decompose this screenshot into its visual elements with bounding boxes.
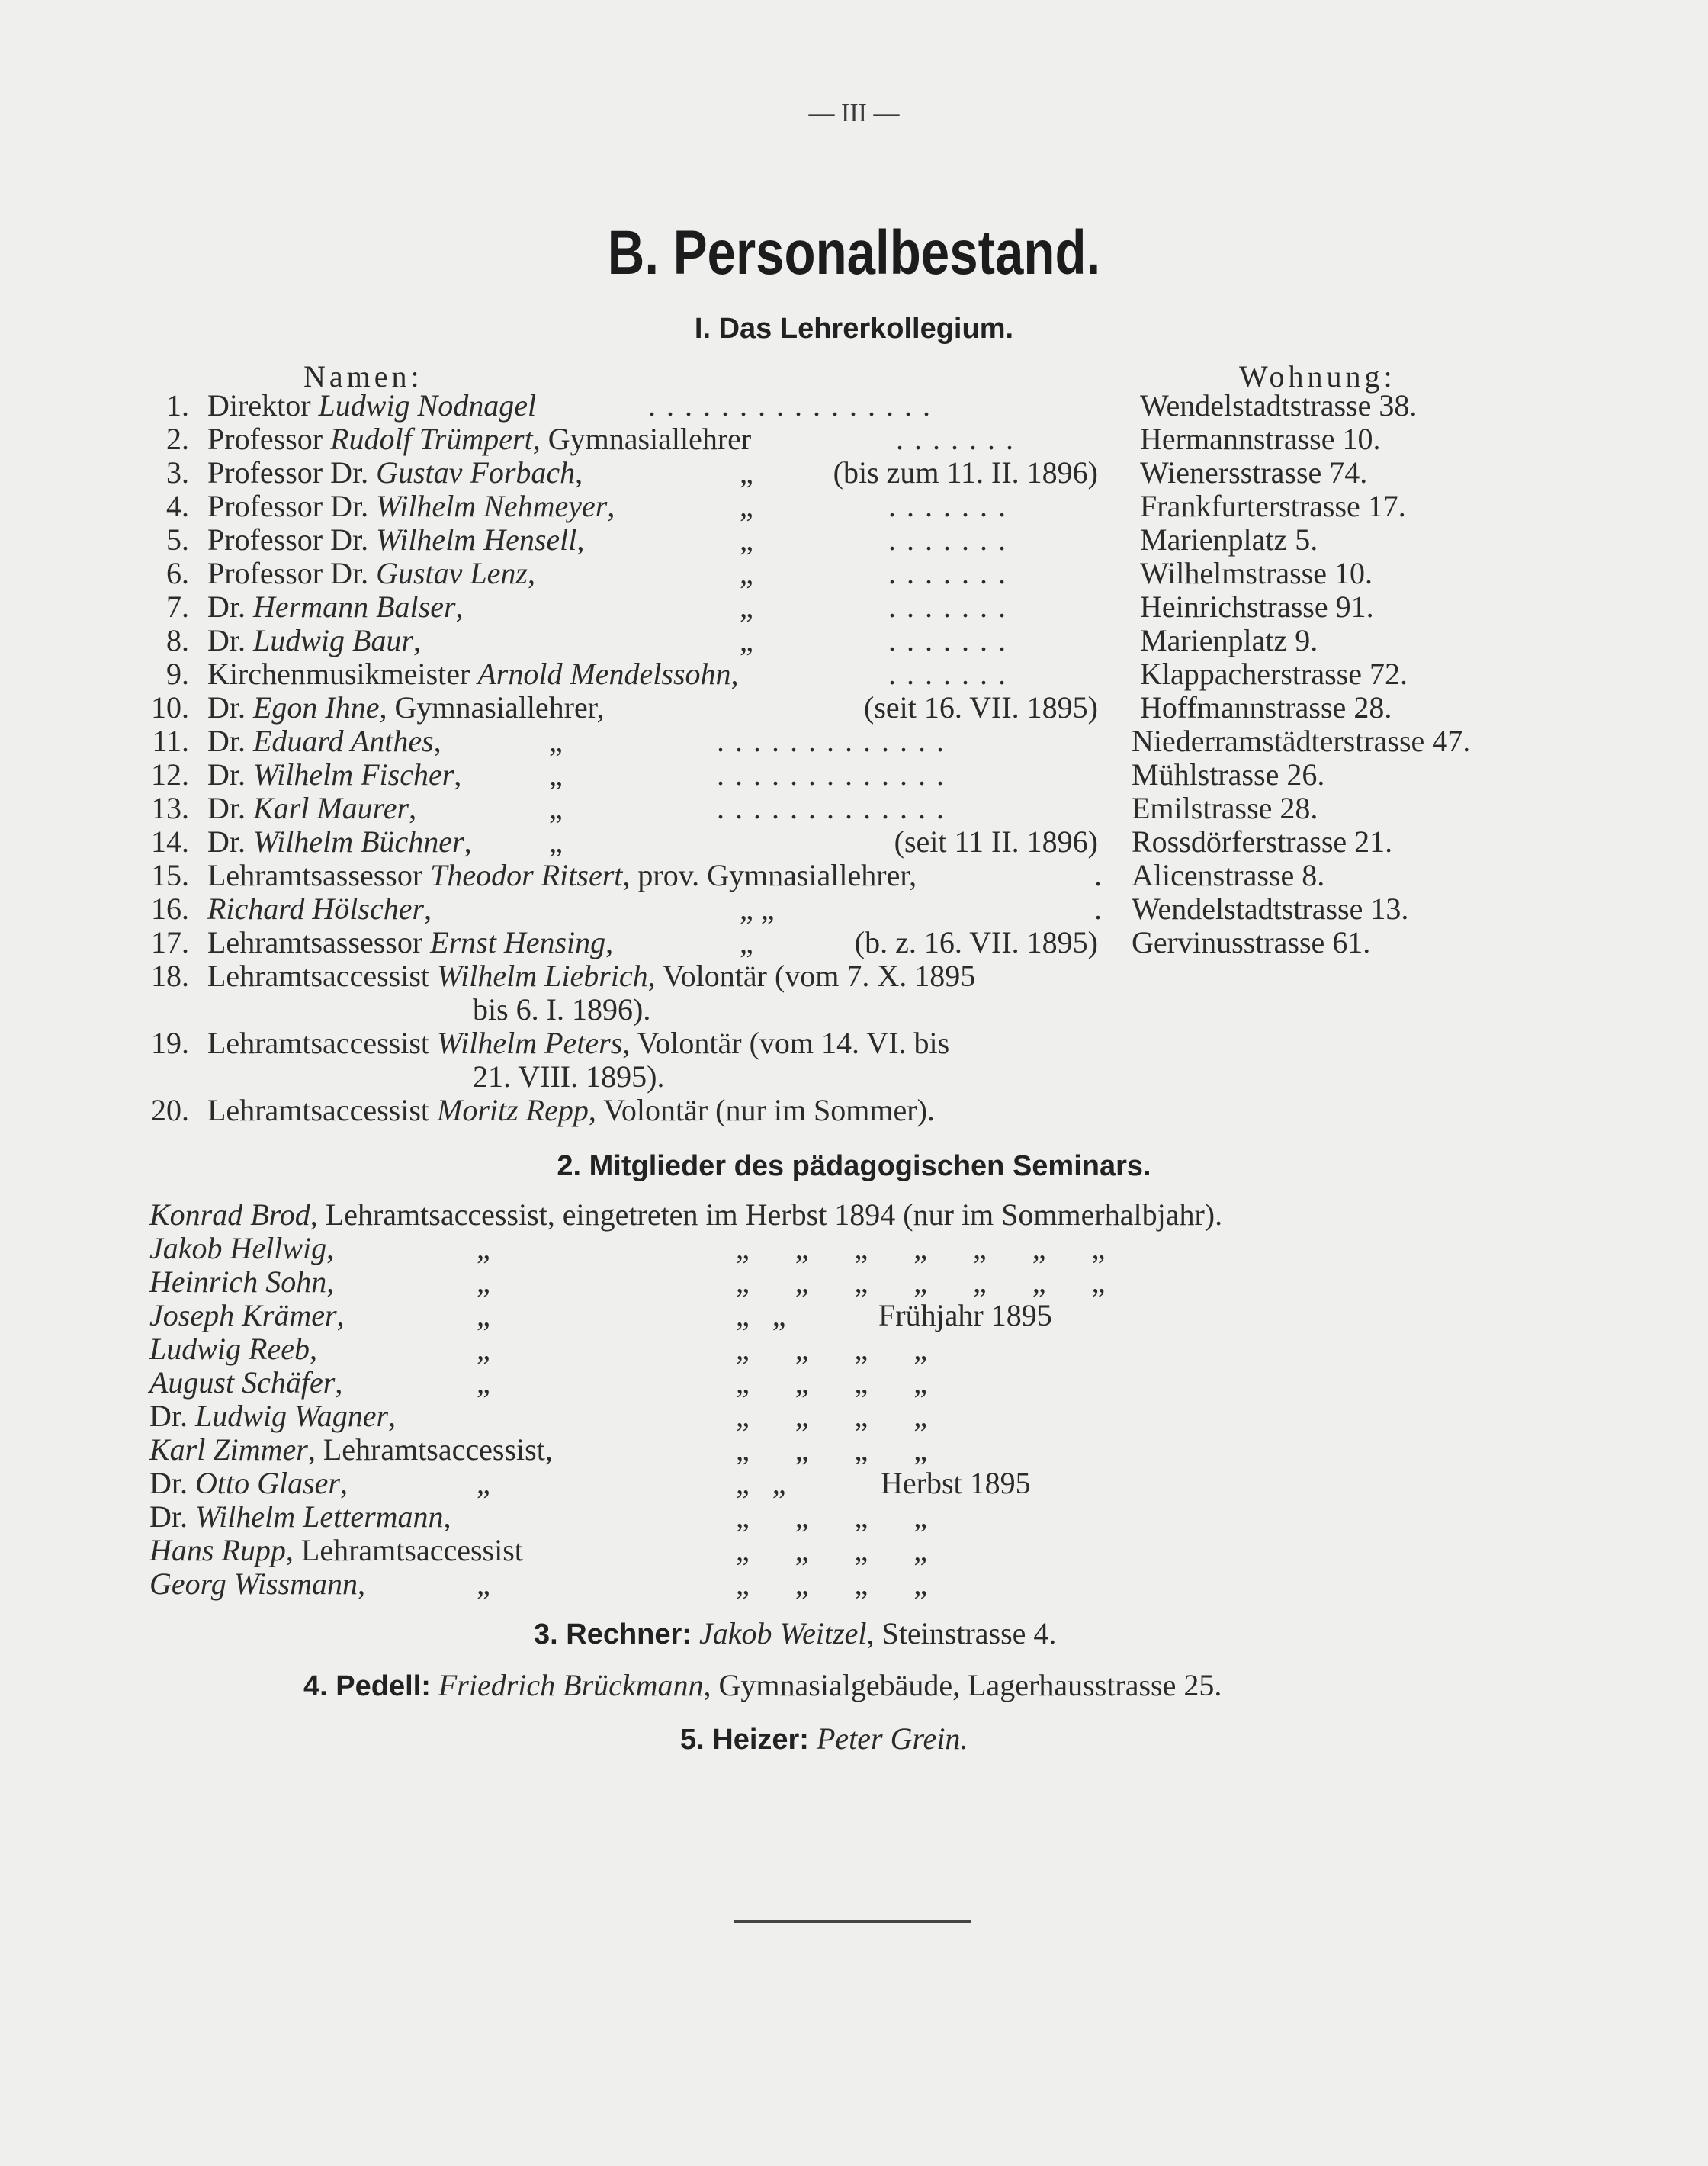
staff-title: Professor Dr. [207,522,377,557]
staff-address: Hoffmannstrasse 28. [1140,690,1392,725]
staff-role: , Volontär (nur im Sommer). [588,1093,935,1127]
seminar-name: Karl Zimmer [149,1432,308,1467]
staff-name: Eduard Anthes [253,724,434,758]
staff-role: , Volontär (vom 7. X. 1895 [647,959,976,993]
staff-title: Dr. [207,791,253,825]
staff-title: Dr. [207,623,253,657]
staff-number: 19. [151,1026,189,1060]
leader-dots: ....... [888,590,1016,624]
staff-title: Dr. [207,757,253,792]
section1-heading: I. Das Lehrerkollegium. [694,313,1014,345]
seminar-entry [149,1232,334,1265]
staff-name: Egon Ihne [253,690,380,725]
seminar-role: , [388,1399,396,1433]
staff-row [0,1027,1708,1060]
staff-entry [207,926,613,959]
staff-number: 5. [166,522,189,557]
staff-title: Lehramtsassessor [207,858,431,892]
ditto-mark: „ [477,1298,490,1332]
staff-entry [207,523,584,557]
staff-entry [207,557,535,590]
column-header-names: Namen: [303,359,423,394]
rechner-name: Jakob Weitzel [698,1616,867,1650]
staff-entry [207,657,739,691]
ditto-mark: „ [477,1567,490,1601]
seminar-row [0,1400,1708,1433]
staff-number: 10. [151,690,189,725]
seminar-role: , [357,1567,365,1601]
seminar-name: Konrad Brod [149,1197,310,1232]
staff-role: , [455,590,464,624]
staff-number: 11. [152,724,189,758]
seminar-name: Ludwig Reeb [149,1332,310,1366]
staff-role: , [424,892,432,926]
pedell-line [303,1667,1222,1703]
ditto-mark: „ [549,757,563,792]
staff-address: Wendelstadtstrasse 38. [1140,388,1417,423]
ditto-marks: „ „ „ „ [736,1399,928,1433]
staff-name: Wilhelm Hensell [376,522,577,557]
staff-number: 6. [166,556,189,590]
seminar-entry [149,1299,345,1332]
seminar-row [0,1433,1708,1467]
staff-entry [207,423,751,456]
staff-row [0,758,1708,792]
staff-name: Wilhelm Büchner [253,824,464,859]
ditto-mark: „ [740,590,753,624]
heizer-line [680,1721,968,1756]
staff-row [0,523,1708,557]
staff-name: Wilhelm Liebrich [437,959,648,993]
ditto-mark: „ [477,1365,490,1400]
staff-name: Wilhelm Peters [437,1026,623,1060]
staff-role: , Volontär (vom 14. VI. bis [622,1026,950,1060]
leader-dots: ....... [888,556,1016,590]
staff-role: , [413,623,422,657]
staff-title: Kirchenmusikmeister [207,657,478,691]
staff-name: Arnold Mendelssohn [477,657,731,691]
staff-name: Gustav Lenz [376,556,528,590]
staff-entry [207,959,975,993]
staff-number: 13. [151,791,189,825]
staff-number: 4. [166,489,189,523]
seminar-entry [149,1265,334,1299]
staff-address: Wendelstadtstrasse 13. [1132,892,1409,926]
staff-entry [207,590,464,624]
staff-row [0,959,1708,993]
staff-name: Ernst Hensing [430,925,606,959]
seminar-row [0,1299,1708,1332]
staff-title: Dr. [207,724,253,758]
seminar-name: Wilhelm Lettermann [195,1499,444,1534]
seminar-role: , Lehramtsaccessist, [307,1432,553,1467]
staff-number: 20. [151,1093,189,1127]
seminar-entry [149,1567,365,1601]
staff-row [0,590,1708,624]
staff-address: Gervinusstrasse 61. [1132,925,1371,959]
staff-title: Dr. [207,824,253,859]
seminar-title: Dr. [149,1399,195,1433]
ditto-marks: „ „ „ „ [736,1533,928,1567]
seminar-row [0,1366,1708,1400]
leader-dots: ............. [717,757,955,792]
rechner-label: 3. Rechner: [534,1618,692,1650]
staff-entry [207,1094,935,1127]
staff-row [0,657,1708,691]
heizer-name: Peter Grein. [816,1721,968,1756]
staff-address: Emilstrasse 28. [1132,791,1318,825]
seminar-row [0,1265,1708,1299]
staff-address: Rossdörferstrasse 21. [1132,824,1393,859]
staff-row [0,490,1708,523]
seminar-entry [149,1400,396,1433]
staff-title: Lehramtsaccessist [207,1026,437,1060]
staff-role: , [527,556,535,590]
seminar-start: Herbst 1895 [881,1466,1031,1500]
staff-note: (seit 11 II. 1896) [894,824,1098,859]
pedell-label: 4. Pedell: [303,1670,431,1702]
staff-row [0,624,1708,657]
staff-name: Rudolf Trümpert [330,422,533,456]
leader-dots: ............. [717,724,955,758]
ditto-marks: „ „ „ „ [736,1499,928,1534]
leader-dots: ....... [896,422,1024,456]
seminar-name: Joseph Krämer [149,1298,337,1332]
staff-entry [207,691,604,725]
closing-rule [734,1920,971,1923]
ditto-mark: „ [477,1231,490,1265]
leader-dots: ............. [717,791,955,825]
staff-name: Richard Hölscher [207,892,425,926]
rechner-line [534,1615,1056,1651]
seminar-entry [149,1534,523,1567]
staff-number: 14. [151,824,189,859]
staff-number: 17. [151,925,189,959]
staff-address: Klappacherstrasse 72. [1140,657,1408,691]
ditto-mark: „ [740,623,753,657]
staff-number: 16. [151,892,189,926]
seminar-role: , Lehramtsaccessist, eingetreten im Herbst 1894 (nur im Sommerhalbjahr). [310,1197,1223,1232]
ditto-mark: „ [477,1265,490,1299]
staff-entry [207,758,461,792]
ditto-marks: „ „ „ „ [736,1432,928,1467]
seminar-row [0,1232,1708,1265]
staff-address: Marienplatz 9. [1140,623,1318,657]
seminar-row [0,1467,1708,1500]
staff-title: Dr. [207,590,253,624]
staff-note: (b. z. 16. VII. 1895) [854,925,1098,959]
seminar-role: , Lehramtsaccessist [285,1533,523,1567]
ditto-mark: „ [477,1332,490,1366]
staff-number: 9. [166,657,189,691]
staff-role: , Gymnasiallehrer [532,422,752,456]
staff-name: Wilhelm Fischer [253,757,454,792]
staff-role: , Gymnasiallehrer, [379,690,605,725]
seminar-title: Dr. [149,1466,195,1500]
staff-entry [207,490,615,523]
staff-title: Professor Dr. [207,556,377,590]
ditto-mark: „ [549,791,563,825]
staff-role: , [454,757,462,792]
seminar-name: Otto Glaser [195,1466,340,1500]
seminar-name: August Schäfer [149,1365,336,1400]
ditto-mark: „ [477,1466,490,1500]
page-number: — III — [808,99,900,127]
staff-row [0,892,1708,926]
staff-address: Frankfurterstrasse 17. [1140,489,1406,523]
leader-dots: ................ [648,388,941,423]
pedell-name: Friedrich Brückmann [438,1668,704,1702]
ditto-mark: „ [740,455,753,490]
seminar-role: , [340,1466,348,1500]
section2-heading: 2. Mitglieder des pädagogischen Seminars. [557,1150,1151,1182]
ditto-mark: „ [740,522,753,557]
seminar-row [0,1567,1708,1601]
staff-title: Professor Dr. [207,489,377,523]
staff-name: Theodor Ritsert [430,858,623,892]
staff-entry [207,859,917,892]
pedell-rest: , Gymnasialgebäude, Lagerhausstrasse 25. [703,1668,1222,1702]
ditto-mark: „ [740,925,753,959]
staff-row [0,825,1708,859]
heizer-label: 5. Heizer: [680,1724,809,1756]
staff-title: Professor [207,422,331,456]
seminar-role: , [326,1231,335,1265]
seminar-role: , [309,1332,317,1366]
staff-number: 7. [166,590,189,624]
staff-address: Heinrichstrasse 91. [1140,590,1374,624]
staff-name: Ludwig Nodnagel [318,388,537,423]
staff-address: Alicenstrasse 8. [1132,858,1325,892]
staff-row [0,456,1708,490]
seminar-role: , [443,1499,451,1534]
staff-title: Lehramtsaccessist [207,959,437,993]
staff-name: Ludwig Baur [253,623,414,657]
staff-row-continuation: bis 6. I. 1896). [473,992,651,1027]
staff-number: 18. [151,959,189,993]
staff-row [0,859,1708,892]
staff-role: , [409,791,417,825]
staff-address: Niederramstädterstrasse 47. [1132,724,1471,758]
staff-role: , [575,455,583,490]
seminar-role: , [326,1265,335,1299]
seminar-entry [149,1366,342,1400]
staff-entry [207,1027,949,1060]
seminar-name: Georg Wissmann [149,1567,358,1601]
ditto-marks: „ „ [736,1466,786,1500]
staff-name: Wilhelm Nehmeyer [376,489,608,523]
staff-address: Wienersstrasse 74. [1140,455,1368,490]
staff-row [0,389,1708,423]
staff-title: Direktor [207,388,319,423]
staff-role: , [576,522,585,557]
staff-entry [207,825,472,859]
seminar-row [0,1500,1708,1534]
staff-note: (bis zum 11. II. 1896) [833,455,1098,490]
ditto-marks: „ „ „ „ [736,1567,928,1601]
staff-number: 3. [166,455,189,490]
seminar-entry [149,1433,553,1467]
staff-role: , [730,657,739,691]
leader-dots: . [1094,892,1112,926]
ditto-mark: „ [740,489,753,523]
seminar-name: Ludwig Wagner [195,1399,389,1433]
staff-row [0,1094,1708,1127]
page-title: B. Personalbestand. [607,218,1101,288]
staff-address: Hermannstrasse 10. [1140,422,1381,456]
ditto-marks: „ „ „ „ „ „ „ [736,1231,1106,1265]
seminar-entry [149,1198,1222,1232]
staff-number: 12. [151,757,189,792]
seminar-name: Hans Rupp [149,1533,286,1567]
ditto-marks: „ „ [736,1298,786,1332]
ditto-mark: „ [549,724,563,758]
staff-name: Gustav Forbach [376,455,576,490]
staff-title: Professor Dr. [207,455,377,490]
ditto-mark: „ „ [740,892,775,926]
staff-row [0,423,1708,456]
staff-address: Marienplatz 5. [1140,522,1318,557]
staff-entry [207,456,583,490]
seminar-title: Dr. [149,1499,195,1534]
staff-entry [207,792,416,825]
staff-address: Mühlstrasse 26. [1132,757,1325,792]
seminar-role: , [335,1365,343,1400]
staff-number: 8. [166,623,189,657]
ditto-mark: „ [740,556,753,590]
staff-row [0,792,1708,825]
staff-role: , [433,724,441,758]
staff-row [0,725,1708,758]
leader-dots: ....... [888,657,1016,691]
staff-row [0,557,1708,590]
leader-dots: ....... [888,522,1016,557]
leader-dots: ....... [888,623,1016,657]
ditto-marks: „ „ „ „ [736,1365,928,1400]
seminar-row [0,1332,1708,1366]
leader-dots: . [1094,858,1112,892]
ditto-mark: „ [549,824,563,859]
seminar-row [0,1534,1708,1567]
staff-name: Moritz Repp [437,1093,589,1127]
staff-number: 1. [166,388,189,423]
staff-title: Dr. [207,690,253,725]
staff-title: Lehramtsassessor [207,925,431,959]
staff-note: (seit 16. VII. 1895) [864,690,1098,725]
seminar-entry [149,1332,317,1366]
staff-entry [207,892,432,926]
staff-entry [207,624,421,657]
staff-number: 15. [151,858,189,892]
staff-entry [207,725,441,758]
seminar-role: , [336,1298,345,1332]
staff-row [0,926,1708,959]
staff-row [0,691,1708,725]
ditto-marks: „ „ „ „ „ „ „ [736,1265,1106,1299]
column-header-address: Wohnung: [1239,359,1396,394]
seminar-name: Jakob Hellwig [149,1231,327,1265]
staff-role: , [605,925,614,959]
staff-row-continuation: 21. VIII. 1895). [473,1059,665,1094]
seminar-entry [149,1500,451,1534]
staff-role: , [464,824,472,859]
staff-name: Karl Maurer [253,791,409,825]
seminar-entry [149,1467,348,1500]
leader-dots: ....... [888,489,1016,523]
staff-name: Hermann Balser [253,590,456,624]
seminar-start: Frühjahr 1895 [878,1298,1052,1332]
ditto-marks: „ „ „ „ [736,1332,928,1366]
staff-role: , prov. Gymnasiallehrer, [622,858,917,892]
seminar-name: Heinrich Sohn [149,1265,327,1299]
staff-role: , [607,489,615,523]
staff-number: 2. [166,422,189,456]
rechner-rest: , Steinstrasse 4. [866,1616,1057,1650]
staff-title: Lehramtsaccessist [207,1093,437,1127]
seminar-row [0,1198,1708,1232]
staff-entry [207,389,536,423]
staff-address: Wilhelmstrasse 10. [1140,556,1372,590]
